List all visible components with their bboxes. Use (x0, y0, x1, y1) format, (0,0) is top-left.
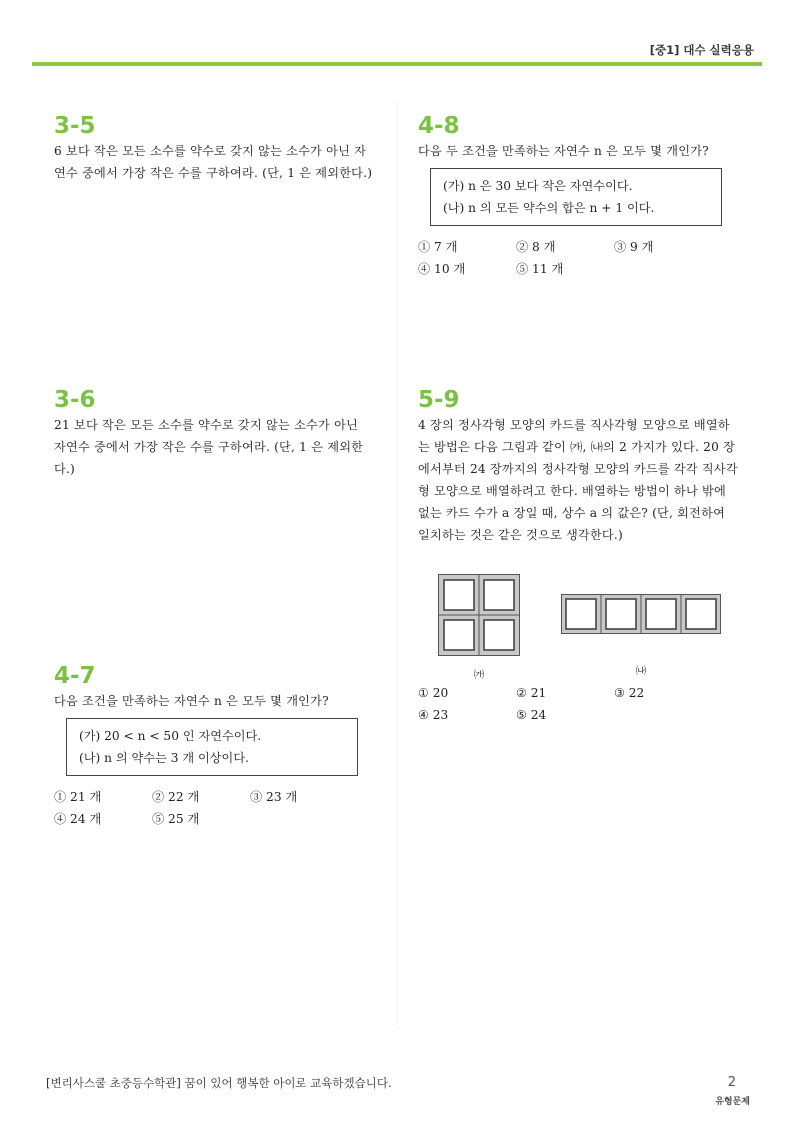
card (566, 599, 596, 629)
choice-2[interactable]: ② 22 개 (152, 790, 200, 804)
card (606, 599, 636, 629)
problem-number: 4-7 (54, 663, 96, 689)
problem-5-9 (418, 386, 738, 546)
problem-number: 3-5 (54, 113, 96, 139)
card (444, 580, 474, 610)
problem-4-7 (54, 662, 374, 830)
choice-4[interactable]: ④ 24 개 (54, 812, 102, 826)
problem-question: 6 보다 작은 모든 소수를 약수로 갖지 않는 소수가 아닌 자연수 중에서 가장 작은 수를 구하여라. (단, 1 은 제외한다.) (54, 144, 373, 180)
choice-1[interactable]: ① 7 개 (418, 240, 458, 254)
condition-line: (나) n 의 모든 약수의 합은 n + 1 이다. (443, 201, 655, 215)
problem-3-6 (54, 386, 374, 480)
page-number: 2 (727, 1075, 736, 1090)
card-arrangement-2x2 (438, 574, 520, 656)
problem-number: 3-6 (54, 387, 96, 413)
condition-line: (나) n 의 약수는 3 개 이상이다. (79, 751, 249, 765)
figure-label: ㈏ (636, 666, 646, 677)
card (484, 620, 514, 650)
answer-choices (418, 236, 738, 280)
choice-4[interactable]: ④ 10 개 (418, 262, 466, 276)
choice-5[interactable]: ⑤ 11 개 (516, 262, 564, 276)
figure-na (561, 594, 721, 677)
condition-box (66, 718, 358, 776)
choice-3[interactable]: ③ 22 (614, 686, 645, 700)
problem-question: 다음 두 조건을 만족하는 자연수 n 은 모두 몇 개인가? (418, 144, 709, 158)
card (484, 580, 514, 610)
choice-5[interactable]: ⑤ 25 개 (152, 812, 200, 826)
choice-3[interactable]: ③ 9 개 (614, 240, 654, 254)
header-label: [중1] 대수 실력응용 (649, 43, 754, 57)
choice-4[interactable]: ④ 23 (418, 708, 449, 722)
footer-slogan: [변리사스쿨 초중등수학관] 꿈이 있어 행복한 아이로 교육하겠습니다. (46, 1076, 392, 1090)
choice-3[interactable]: ③ 23 개 (250, 790, 298, 804)
footer-type-label: 유형문제 (715, 1097, 750, 1107)
choice-2[interactable]: ② 8 개 (516, 240, 556, 254)
card (444, 620, 474, 650)
condition-box (430, 168, 722, 226)
problem-number: 5-9 (418, 387, 460, 413)
header-rule (32, 62, 762, 66)
problem-question: 다음 조건을 만족하는 자연수 n 은 모두 몇 개인가? (54, 694, 329, 708)
choice-1[interactable]: ① 20 (418, 686, 449, 700)
choice-1[interactable]: ① 21 개 (54, 790, 102, 804)
condition-line: (가) n 은 30 보다 작은 자연수이다. (443, 179, 633, 193)
figure-label: ㈎ (474, 670, 484, 681)
answer-choices (418, 682, 712, 726)
problem-4-8 (418, 112, 738, 280)
problem-3-5 (54, 112, 374, 184)
figure-ga (438, 574, 520, 681)
card-arrangement-1x4 (561, 594, 721, 634)
card (686, 599, 716, 629)
card (646, 599, 676, 629)
condition-line: (가) 20 < n < 50 인 자연수이다. (79, 729, 262, 743)
column-divider (397, 100, 398, 1030)
problem-question: 4 장의 정사각형 모양의 카드를 직사각형 모양으로 배열하는 방법은 다음 그림과 같이 ㈎, ㈏의 2 가지가 있다. 20 장에서부터 24 장까지의 정사각형 모양의 카드를 각각 직사각형 모양으로 배열하려고 한다. 배열하는 방법이 하나 밖에 없는 카드 수가 a 장일 때, 상수 a 의 값은? (단, 회전하여 일치하는 것은 같은 것으로 생각한다.) (418, 418, 738, 542)
problem-question: 21 보다 작은 모든 소수를 약수로 갖지 않는 소수가 아닌 자연수 중에서 가장 작은 수를 구하여라. (단, 1 은 제외한다.) (54, 418, 364, 476)
answer-choices (54, 786, 374, 830)
choice-2[interactable]: ② 21 (516, 686, 547, 700)
choice-5[interactable]: ⑤ 24 (516, 708, 547, 722)
problem-number: 4-8 (418, 113, 460, 139)
